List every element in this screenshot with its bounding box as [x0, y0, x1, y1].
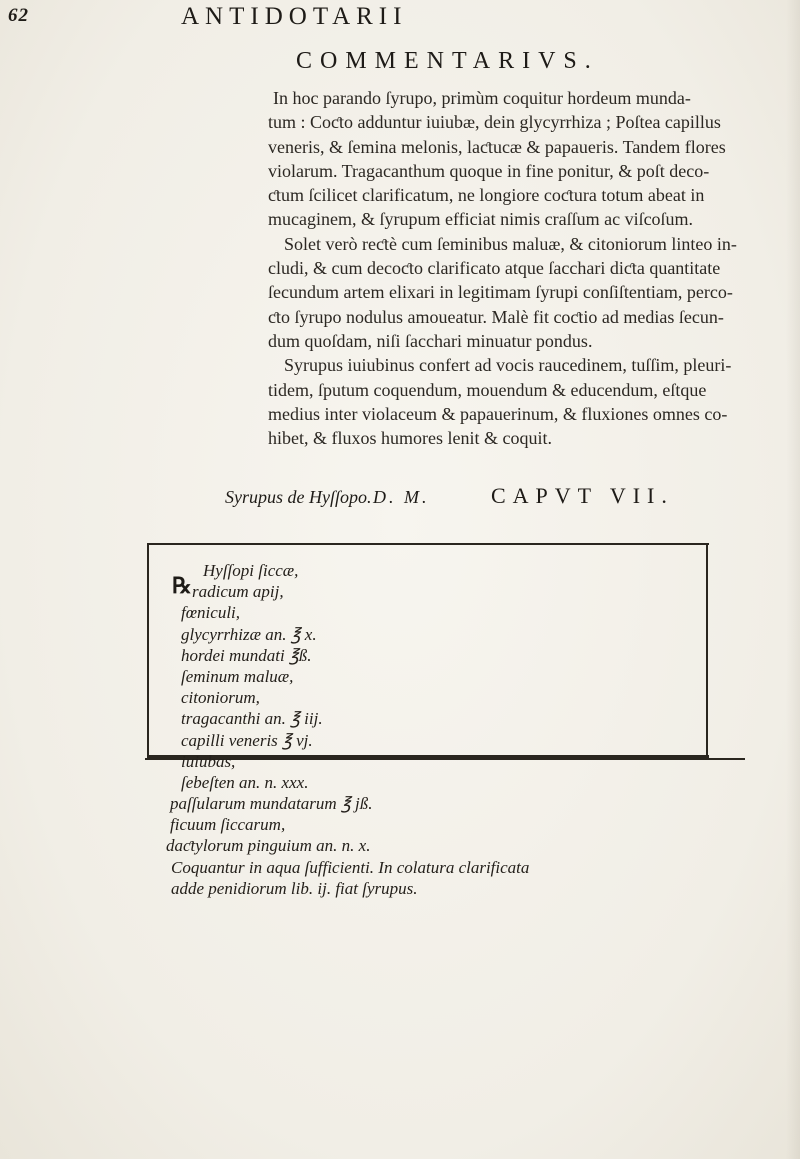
recipe-line: daƈtylorum pinguium an. n. x.: [166, 836, 371, 856]
commentary-line: medius inter violaceum & papauerinum, & fluxiones omnes co-: [268, 403, 728, 424]
recipe-line: capilli veneris ℥ vj.: [181, 730, 313, 750]
recipe-line: ſebeſten an. n. xxx.: [181, 772, 309, 792]
recipe-line: ficuum ſiccarum,: [170, 815, 286, 835]
recipe-line: paſſularum mundatarum ℥ jß.: [170, 794, 373, 814]
page-edge-shadow: [786, 0, 800, 1159]
page-header: [0, 0, 800, 34]
commentary-line: tidem, ſputum coquendum, mouendum & educendum, eſtque: [268, 379, 707, 400]
recipe-text: [161, 560, 701, 899]
commentary-line: Syrupus iuiubinus confert ad vocis raucedinem, tuſſim, pleuri-: [284, 355, 732, 376]
commentary-text: [268, 86, 773, 450]
recipe-line: fœniculi,: [181, 603, 241, 623]
chapter-heading: [0, 483, 800, 513]
recipe-symbol: ℞: [172, 573, 192, 598]
commentary-line: Solet verò reƈtè cum ſeminibus maluæ, & citoniorum linteo in-: [284, 233, 737, 254]
recipe-line: Hyſſopi ſiccæ,: [203, 561, 299, 580]
commentary-line: veneris, & ſemina melonis, laƈtucæ & papaueris. Tandem flores: [268, 136, 726, 157]
chapter-label: CAPVT VII.: [491, 483, 674, 508]
commentary-line: mucaginem, & ſyrupum efficiat nimis craſſum ac viſcoſum.: [268, 209, 694, 230]
recipe-line: ſeminum maluæ,: [181, 666, 294, 686]
commentary-line: violarum. Tragacanthum quoque in fine ponitur, & poſt deco-: [268, 160, 710, 181]
recipe-line: radicum apij,: [192, 582, 284, 602]
recipe-line: glycyrrhizæ an. ℥ x.: [181, 624, 317, 644]
recipe-line: Coquantur in aqua ſufficienti. In colatura clarificata: [171, 857, 530, 877]
commentary-line: hibet, & fluxos humores lenit & coquit.: [268, 428, 552, 449]
recipe-frame-right-rule: [706, 545, 708, 755]
commentary-line: tum : Coƈto adduntur iuiubæ, dein glycyrrhiza ; Poſtea capillus: [268, 112, 721, 133]
chapter-subject: Syrupus de Hyſſopo.: [225, 487, 372, 507]
recipe-line: iuiubas,: [181, 751, 236, 771]
commentary-line: ſecundum artem elixari in legitimam ſyrupi conſiſtentiam, perco-: [268, 282, 733, 303]
commentary-line: dum quoſdam, niſi ſacchari minuatur pondus.: [268, 330, 593, 351]
commentary-line: ƈto ſyrupo nodulus amoueatur. Malè fit coƈtio ad medias ſecun-: [268, 306, 724, 327]
running-head: ANTIDOTARII: [181, 3, 408, 30]
commentary-line: cludi, & cum decoƈto clarificato atque ſacchari diƈta quantitate: [268, 258, 721, 279]
recipe-line: tragacanthi an. ℥ iij.: [181, 709, 323, 729]
commentary-line: In hoc parando ſyrupo, primùm coquitur hordeum munda-: [273, 88, 691, 108]
recipe-line: hordei mundati ℥ß.: [181, 645, 312, 665]
section-title: COMMENTARIVS.: [296, 48, 599, 74]
commentary-line: ƈtum ſcilicet clarificatum, ne longiore coƈtura totum abeat in: [268, 185, 705, 206]
page-number: 62: [8, 5, 29, 26]
chapter-abbrev: D. M.: [373, 487, 430, 507]
recipe-line: adde penidiorum lib. ij. fiat ſyrupus.: [171, 878, 418, 898]
recipe-line: citoniorum,: [181, 688, 260, 708]
